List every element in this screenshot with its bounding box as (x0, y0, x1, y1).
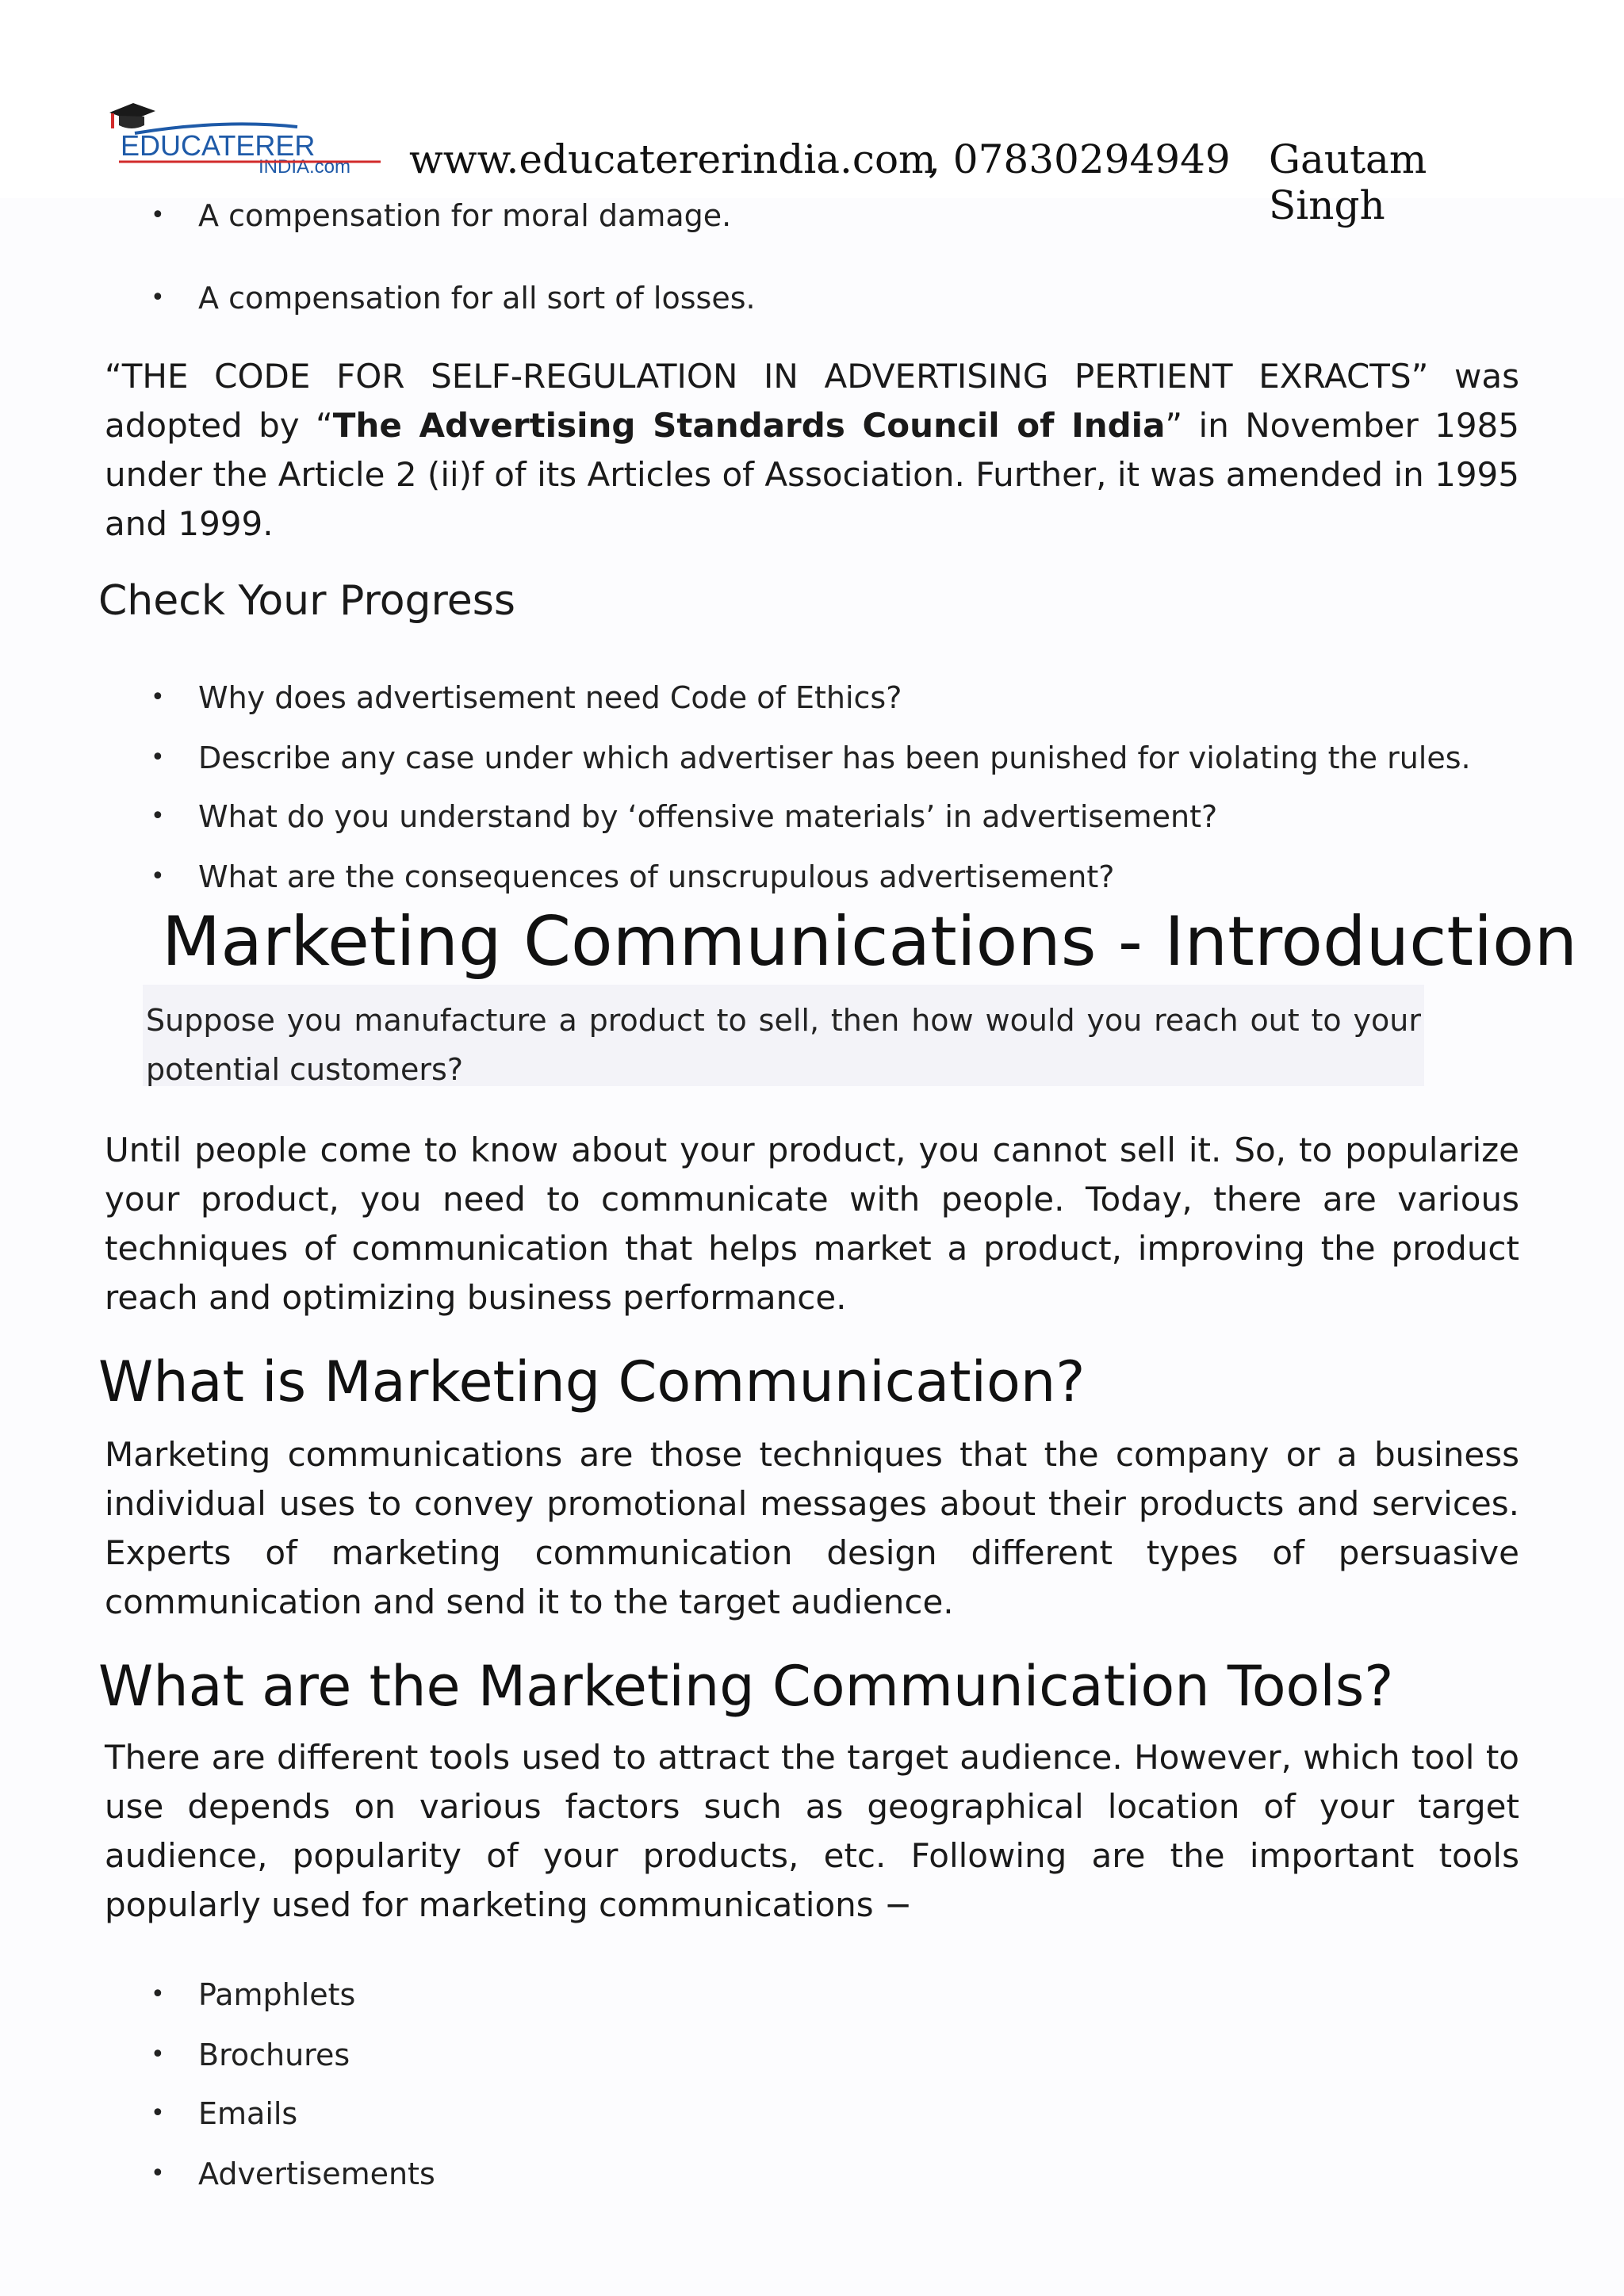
bullet-dot: • (151, 2041, 165, 2068)
check-progress-heading: Check Your Progress (98, 577, 515, 625)
phone-number: , 07830294949 (928, 136, 1231, 182)
author-name: Gautam Singh (1269, 136, 1427, 228)
intro-paragraph: Until people come to know about your product, you cannot sell it. So, to popularize your product, you need to communicate with people. Today, there are various techniques of communication that helps market a product, improving the product reach and optimizing business performance. (105, 1131, 1519, 1317)
code-paragraph (105, 352, 1519, 549)
what-is-heading: What is Marketing Communication? (98, 1349, 1086, 1414)
logo-graphic (103, 95, 381, 174)
list-item-text: A compensation for moral damage. (198, 198, 732, 233)
intro-title: Marketing Communications - Introduction (162, 902, 1578, 982)
list-item-text: A compensation for all sort of losses. (198, 281, 756, 316)
bullet-dot: • (151, 2160, 165, 2187)
list-item-text: Emails (198, 2096, 298, 2131)
list-item-text: What are the consequences of unscrupulous advertisement? (198, 859, 1115, 894)
list-item-text: Pamphlets (198, 1977, 356, 2012)
tools-paragraph: There are different tools used to attract the target audience. However, which tool to use depends on various factors such as geographical location of your target audience, popularity of your products, etc. Following are the important tools popularly used for marketing communications − (105, 1738, 1519, 1924)
list-item-text: Describe any case under which advertiser has been punished for violating the rules. (198, 740, 1471, 775)
list-item-text: Brochures (198, 2038, 350, 2072)
bullet-dot: • (151, 284, 165, 312)
tools-heading: What are the Marketing Communication Tools? (98, 1654, 1394, 1719)
bullet-dot: • (151, 201, 165, 229)
logo-text-top: EDUCATERER (121, 129, 316, 162)
logo-text-bottom: INDIA.com (259, 156, 351, 174)
list-item-text: Why does advertisement need Code of Ethics? (198, 680, 902, 715)
bullet-dot: • (151, 683, 165, 711)
website-url: www.educatererindia.com (409, 136, 936, 182)
bullet-dot: • (151, 863, 165, 890)
bullet-dot: • (151, 1980, 165, 2008)
callout-text: Suppose you manufacture a product to sell, then how would you reach out to your potential customers? (146, 1003, 1421, 1087)
code-paragraph-part1: “THE CODE FOR SELF-REGULATION IN ADVERTISING PERTIENT EXRACTS” was adopted by “ (105, 357, 1519, 445)
code-paragraph-part2: ” in November 1985 under the Article 2 (ii)f of its Articles of Association. Further, it was amended in 1995 and 1999. (105, 406, 1519, 543)
list-item-text: Advertisements (198, 2156, 435, 2191)
council-name: The Advertising Standards Council of India (332, 406, 1166, 445)
educaterer-logo (103, 95, 381, 174)
bullet-dot: • (151, 2099, 165, 2127)
list-item-text: What do you understand by ‘offensive materials’ in advertisement? (198, 799, 1218, 834)
what-is-paragraph: Marketing communications are those techniques that the company or a business individual uses to convey promotional messages about their products and services. Experts of marketing communication design different types of persuasive communication and send it to the target audience. (105, 1435, 1519, 1621)
bullet-dot: • (151, 744, 165, 771)
bullet-dot: • (151, 802, 165, 830)
